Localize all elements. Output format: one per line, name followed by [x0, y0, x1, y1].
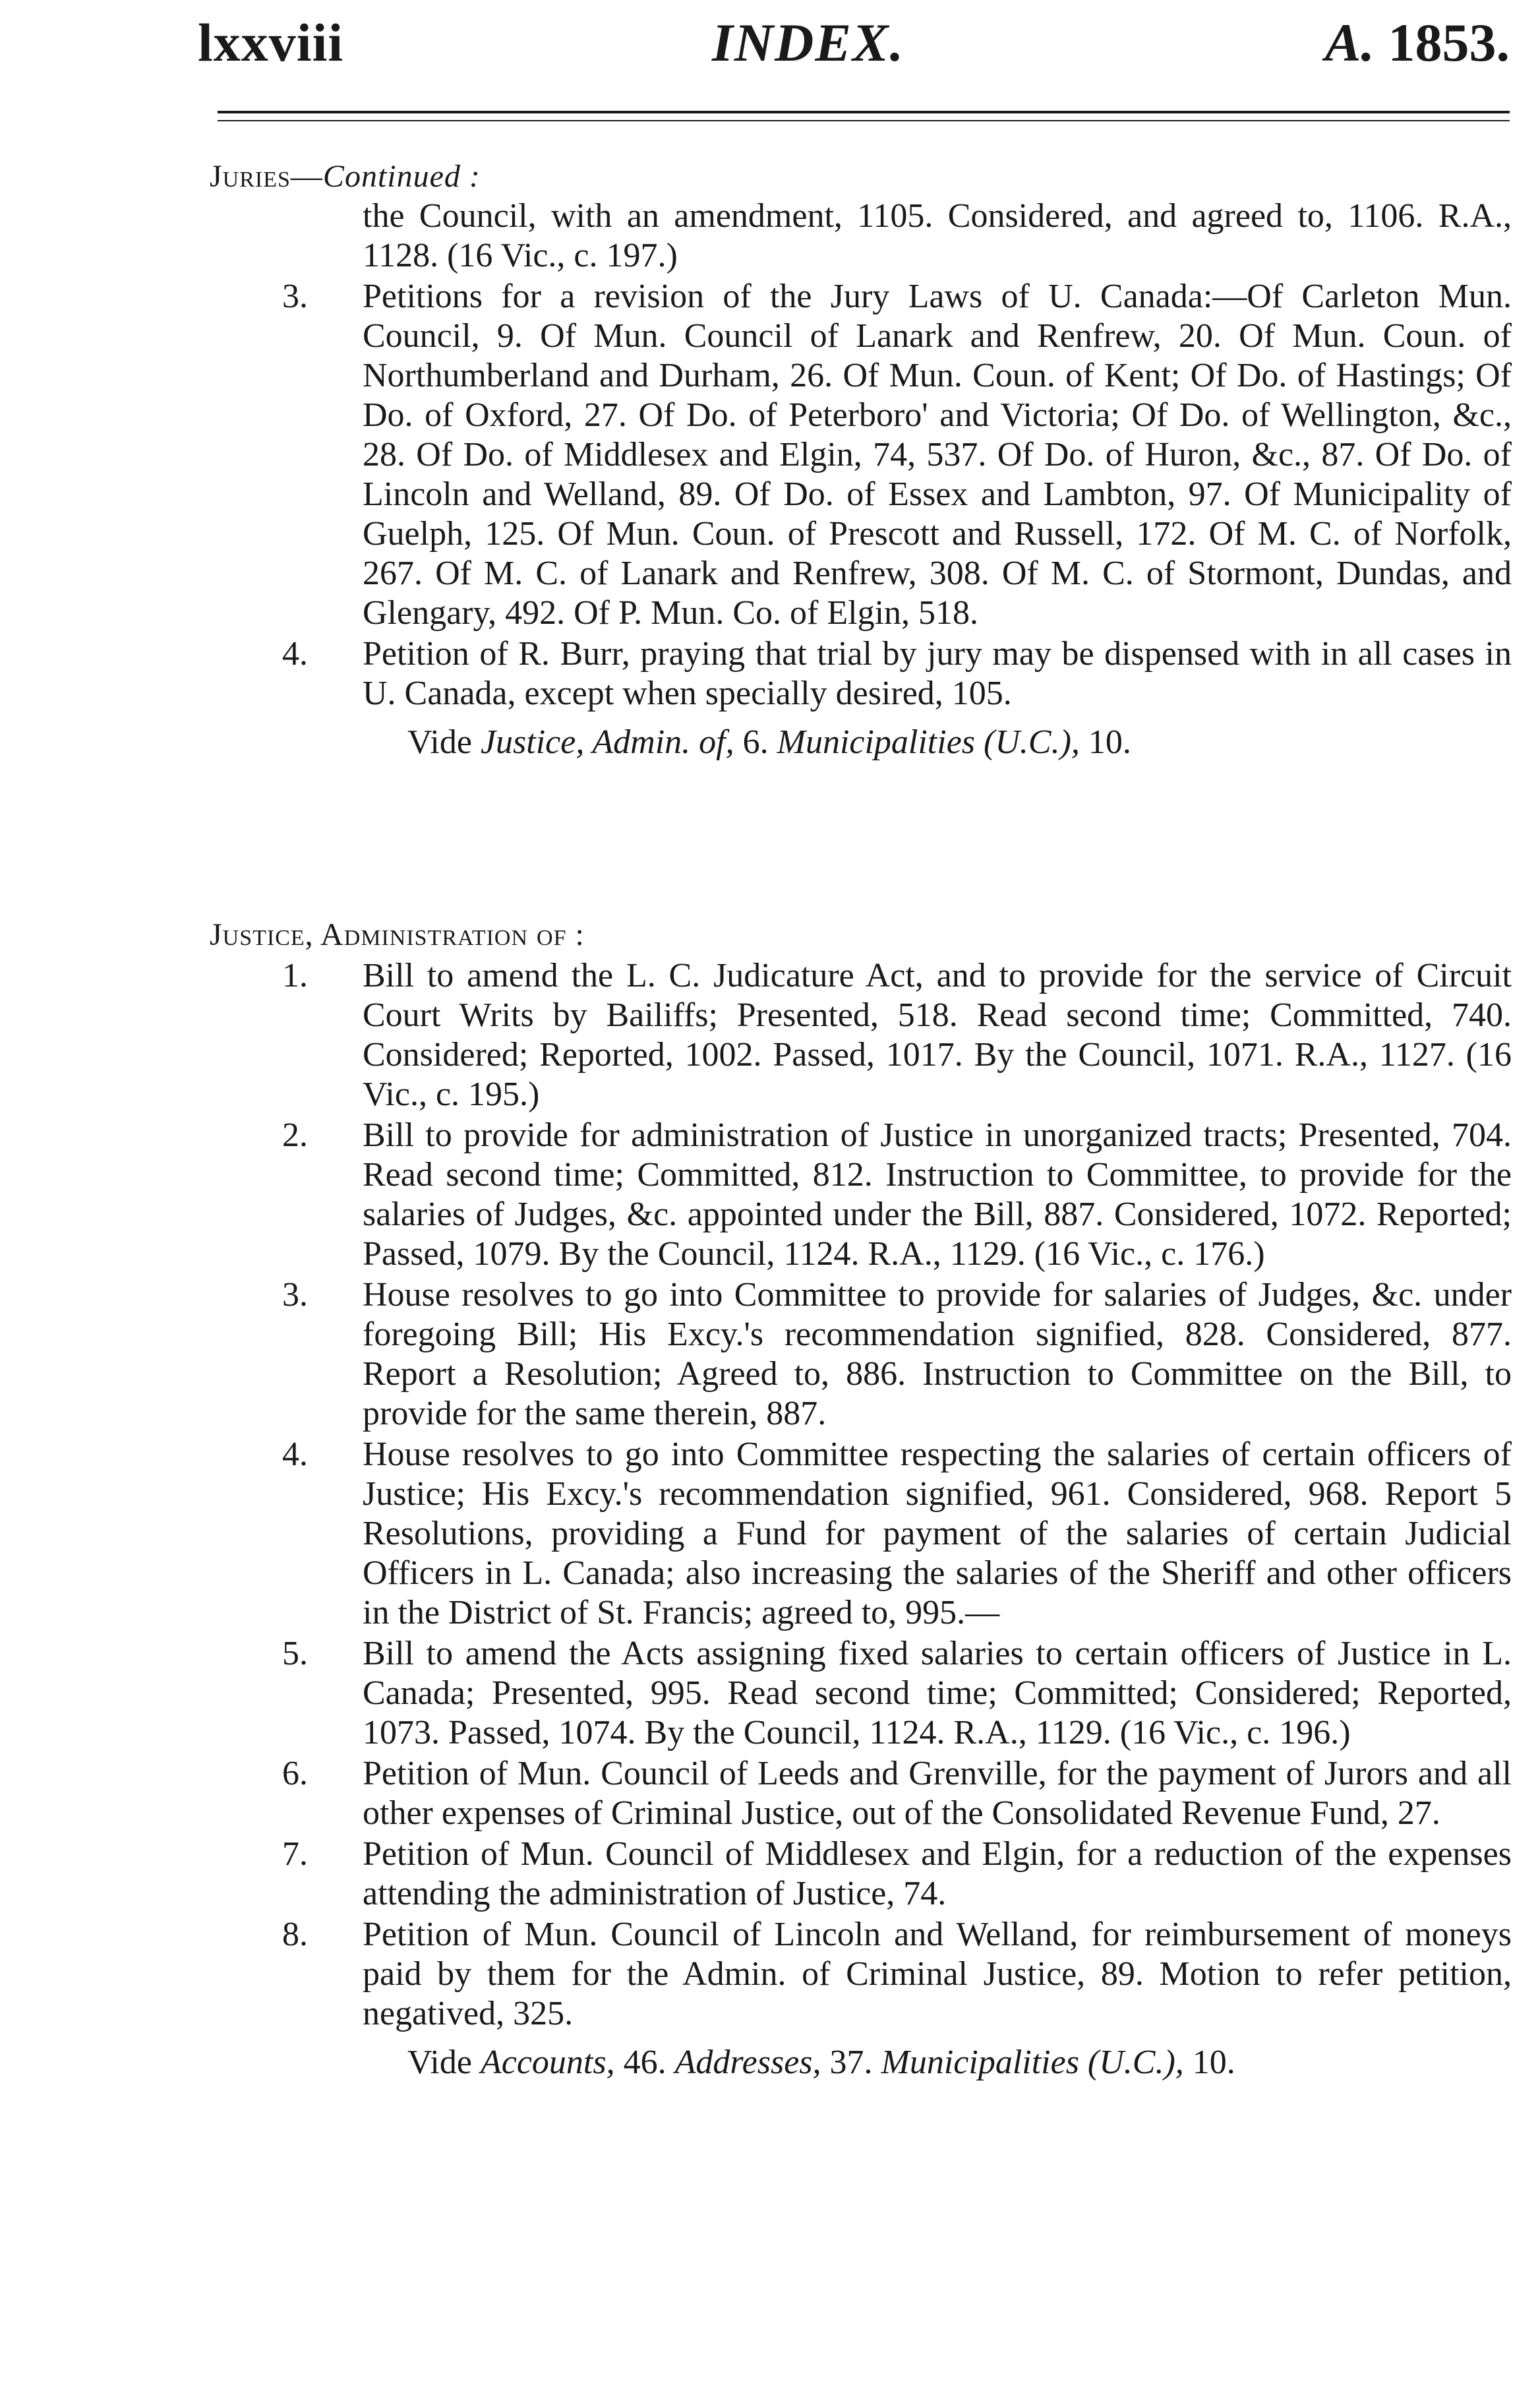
index-entry: [210, 1915, 1512, 2034]
year-label: [1325, 12, 1510, 74]
index-entry: [210, 1754, 1512, 1833]
entry-text: Petition of R. Burr, praying that trial by jury may be dispensed with in all cases in U. Canada, except when specially desired, 105.: [363, 635, 1512, 712]
entry-number: 7.: [282, 1835, 308, 1873]
vide-lead: Vide: [407, 723, 481, 761]
section-justice: [210, 915, 1512, 2082]
entry-text: Bill to amend the L. C. Judicature Act, and to provide for the service of Circuit Court Writs by Bailiffs; Presented, 518. Read second time; Committed, 740. Considered; Reported, 1002. Passed, 1017. By the Council, 1071. R.A., 1127. (16 Vic., c. 195.): [363, 957, 1512, 1113]
continued-entry-text: the Council, with an amendment, 1105. Considered, and agreed to, 1106. R.A., 1128. (16 Vic., c. 197.): [363, 197, 1512, 274]
vide-ref: Accounts,: [480, 2044, 615, 2081]
year-value: 1853.: [1388, 13, 1510, 73]
index-entry: [210, 277, 1512, 633]
entry-number: 6.: [282, 1755, 308, 1792]
vide-lead: Vide: [407, 2044, 481, 2081]
year-prefix: A.: [1324, 13, 1375, 73]
entry-number: 4.: [282, 1436, 308, 1473]
heading-continued: Continued :: [322, 159, 481, 194]
cross-reference: [210, 723, 1512, 762]
entry-text: Petition of Mun. Council of Leeds and Grenville, for the payment of Jurors and all other expenses of Criminal Justice, out of the Consolidated Revenue Fund, 27.: [363, 1755, 1512, 1832]
entry-text: House resolves to go into Committee respecting the salaries of certain officers of Justice; His Excy.'s recommendation signified, 961. Considered, 968. Report 5 Resolutions, providing a Fund for payment of the salaries of certain Judicial Officers in L. Canada; also increasing the salaries of the Sheriff and other officers in the District of St. Francis; agreed to, 995.—: [363, 1436, 1512, 1631]
entry-number: 3.: [282, 1276, 308, 1314]
heading-text: Justice, Administration of :: [210, 917, 585, 952]
vide-ref: Municipalities (U.C.),: [777, 723, 1080, 761]
cross-reference: [210, 2043, 1512, 2082]
entry-number: 8.: [282, 1916, 308, 1953]
vide-page: 37.: [821, 2044, 881, 2081]
entry-number: 2.: [282, 1116, 308, 1154]
entry-number: 3.: [282, 278, 308, 315]
running-head: [198, 12, 1510, 84]
index-entry: [210, 634, 1512, 714]
index-entry: [210, 956, 1512, 1114]
index-entry: [210, 1275, 1512, 1434]
index-entry: [210, 1634, 1512, 1753]
vide-page: 10.: [1079, 723, 1131, 761]
entry-number: 5.: [282, 1635, 308, 1672]
index-entry: [210, 1435, 1512, 1633]
entry-text: House resolves to go into Committee to provide for salaries of Judges, &c. under foregoing Bill; His Excy.'s recommendation signified, 828. Considered, 877. Report a Resolution; Agreed to, 886. Instruction to Committee on the Bill, to provide for the same therein, 887.: [363, 1276, 1512, 1432]
vide-page: 10.: [1183, 2044, 1235, 2081]
heading-text: Juries—: [210, 159, 323, 194]
entry-text: Petition of Mun. Council of Lincoln and Welland, for reimbursement of moneys paid by them for the Admin. of Criminal Justice, 89. Motion to refer petition, negatived, 325.: [363, 1916, 1512, 2032]
vide-page: 46.: [614, 2044, 675, 2081]
page-number: lxxviii: [198, 13, 344, 73]
vide-ref: Municipalities (U.C.),: [881, 2044, 1184, 2081]
entry-text: Bill to amend the Acts assigning fixed salaries to certain officers of Justice in L. Canada; Presented, 995. Read second time; Committed; Considered; Reported, 1073. Passed, 1074. By the Council, 1124. R.A., 1129. (16 Vic., c. 196.): [363, 1635, 1512, 1751]
index-entry: [210, 1116, 1512, 1274]
entry-number: 4.: [282, 635, 308, 673]
entry-number: 1.: [282, 957, 308, 994]
vide-page: 6.: [734, 723, 777, 761]
entry-text: Petitions for a revision of the Jury Laws of U. Canada:—Of Carleton Mun. Council, 9. Of Mun. Council of Lanark and Renfrew, 20. Of Mun. Coun. of Northumberland and Durham, 26. Of Mun. Coun. of Kent; Of Do. of Hastings; Of Do. of Oxford, 27. Of Do. of Peterboro' and Victoria; Of Do. of Wellington, &c., 28. Of Do. of Middlesex and Elgin, 74, 537. Of Do. of Huron, &c., 87. Of Do. of Lincoln and Welland, 89. Of Do. of Essex and Lambton, 97. Of Municipality of Guelph, 125. Of Mun. Coun. of Prescott and Russell, 172. Of M. C. of Norfolk, 267. Of M. C. of Lanark and Renfrew, 308. Of M. C. of Stormont, Dundas, and Glengary, 492. Of P. Mun. Co. of Elgin, 518.: [363, 278, 1512, 632]
entry-text: Bill to provide for administration of Justice in unorganized tracts; Presented, 704. Read second time; Committed, 812. Instruction to Committee, to provide for the salaries of Judges, &c. appointed under the Bill, 887. Considered, 1072. Reported; Passed, 1079. By the Council, 1124. R.A., 1129. (16 Vic., c. 176.): [363, 1116, 1512, 1273]
section-juries: [210, 157, 1512, 762]
section-heading: [210, 915, 1512, 955]
index-entry: [210, 1835, 1512, 1914]
vide-ref: Justice, Admin. of,: [480, 723, 734, 761]
vide-ref: Addresses,: [674, 2044, 821, 2081]
section-heading: [210, 157, 1512, 197]
page-title: INDEX.: [712, 13, 905, 73]
entry-text: Petition of Mun. Council of Middlesex and Elgin, for a reduction of the expenses attending the administration of Justice, 74.: [363, 1835, 1512, 1912]
header-rule: [218, 111, 1510, 121]
